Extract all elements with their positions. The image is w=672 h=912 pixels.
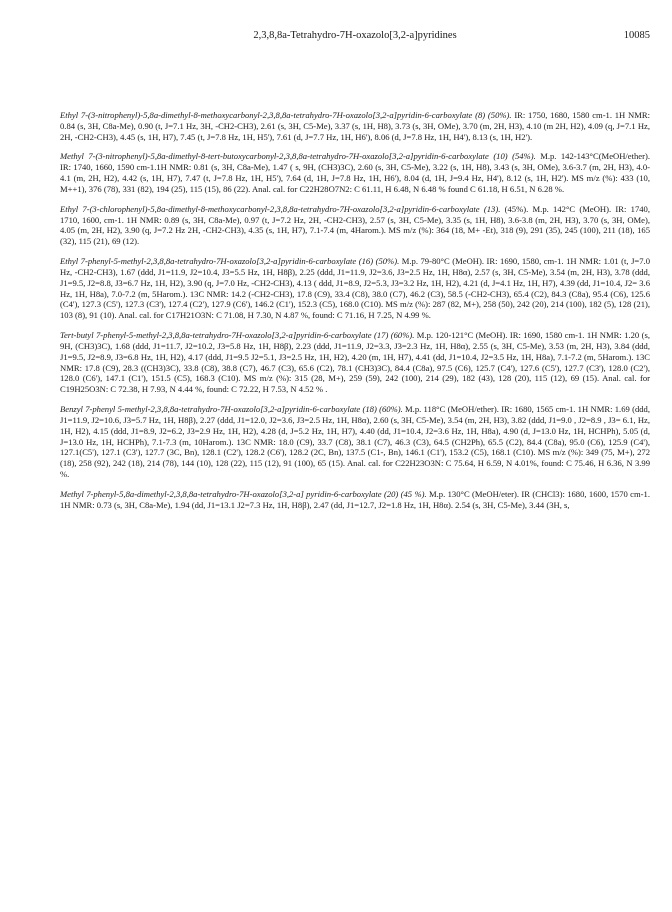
compound-heading: Methyl 7-phenyl-5,8a-dimethyl-2,3,8,8a-tetrahydro-7H-oxazolo[3,2-a] pyridin-6-carboxylate (20) (45 %). (60, 488, 427, 499)
compound-heading: Ethyl 7-(3-nitrophenyl)-5,8a-dimethyl-8-methoxycarbonyl-2,3,8,8a-tetrahydro-7H-oxazolo[3,2-a]pyridin-6-carboxylate (8) (50%). (60, 110, 512, 120)
compound-entry (60, 256, 650, 321)
experimental-section (60, 110, 650, 520)
compound-data: M.p. 130°C (MeOH/eter). IR (CHCl3): 1680, 1600, 1570 cm-1. 1H NMR: 0.73 (s, 3H, C8a-Me), 1.94 (dd, J1=13.1 J2=7.3 Hz, 1H, H8β), 2.47 (dd, J1=12.7, J2=1.8 Hz, 1H, H8α). 2.54 (s, 3H, C5-Me), 3.44 (3H, s, (60, 488, 650, 510)
compound-heading: Methyl 7-(3-nitrophenyl)-5,8a-dimethyl-8-tert-butoxycarbonyl-2,3,8,8a-tetrahydro-7H-oxazolo[3,2-a]pyridin-6-carboxylate (10) (54%). (60, 151, 536, 162)
compound-data: M.p. 118°C (MeOH/ether). IR: 1680, 1565 cm-1. 1H NMR: 1.69 (ddd, J1=11.9, J2=10.6, J3=5.7 Hz, 1H, H8β), 2.27 (ddd, J1=12.0, J2=3.6, J3=2.5 Hz, 1H, H8α), 2.60 (s, 3H, C5-Me), 3.54 (m, 2H, H3), 3.82 (ddd, J1=9.0 , J2=8.9 , J3= 6.1, Hz, 1H, H2), 4.15 (ddd, J1=8.9, J2=6.2, J3=2.9 Hz, 1H, H2), 4.28 (d, J=5.2 Hz, 1H, H7), 4.40 (dd, J1=10.4, J2=3.6 Hz, 1H, H8a), 4.90 (d, J=13.0 Hz, 1H, HCHPh), 5.05 (d, J=13.0 Hz, 1H, HCHPh), 7.1-7.3 (m, 10Harom.). 13C NMR: 18.0 (C9), 33.7 (C8), 38.1 (C7), 46.3 (C3), 64.5 (CH2Ph), 65.5 (C2), 84.4 (C8a), 95.0 (C6), 125.9 (C4'), 127.1(C5'), 127.1 (C3'), 127.7 (3C, Bn), 128.1 (C2'), 128.2 (C6'), 128.2 (2C, Bn), 137.5 (C1-, Bn), 146.1 (C1'), 153.2 (C5), 168.1 (C10). MS m/z (%): 349 (75, M+), 272 (18), 258 (92), 242 (18), 214 (78), 144 (10), 128 (22), 115 (12), 91 (100), 65 (15). Anal. cal. for C22H23O3N: C 75.64, H 6.59, N 4.01%, found: C 75.46, H 6.36, N 3.99 %. (60, 404, 650, 480)
compound-heading: Benzyl 7-phenyl 5-methyl-2,3,8,8a-tetrahydro-7H-oxazolo[3,2-a]pyridin-6-carboxylate (18) (60%). (60, 404, 403, 415)
compound-entry (60, 489, 650, 511)
compound-entry (60, 330, 650, 395)
running-title: 2,3,8,8a-Tetrahydro-7H-oxazolo[3,2-a]pyridines (253, 30, 457, 41)
compound-data: M.p. 120-121°C (MeOH). IR: 1690, 1580 cm-1. 1H NMR: 1.20 (s, 9H, (CH3)3C), 1.68 (ddd, J1=11.7, J2=10.2, J3=5.8 Hz, 1H, H8β), 2.23 (ddd, J1=11.9, J2=3.3, J3=2.3 Hz, 1H, H8α), 2.55 (s, 3H, C5-Me), 3.53 (m, 2H, H3), 3.84 (ddd, J1=9.5, J2=8.9, J3=6.8 Hz, 1H, H2), 4.17 (ddd, J1=9.5 J2=5.1, J3=2.5 Hz, 1H, H2), 4.20 (m, 1H, H7), 4.41 (dd, J1=10.4, J2=3.5 Hz, 1H, H8a), 7.1-7.2 (m, 5Harom.). 13C NMR: 17.8 (C9), 28.3 ((CH3)3C), 33.8 (C8), 38.8 (C7), 46.7 (C3), 65.6 (C2), 78.1 (CH3)3C), 84.4 (C8a), 97.5 (C6), 125.7 (C4'), 127.6 (C5'), 127.7 (C3'), 128.0 (C2'), 128.0 (C6'), 147.1 (C1'), 151.5 (C5), 168.3 (C10). MS m/z (%): 315 (28, M+), 259 (59), 242 (100), 214 (29), 182 (43), 128 (20), 115 (12), 69 (15). Anal. cal. for C19H25O3N: C 72.38, H 7.93, N 4.44 %, found: C 72.22, H 7.53, N 4.52 % . (60, 330, 650, 395)
compound-heading: Ethyl 7-(3-chlorophenyl)-5,8a-dimethyl-8-methoxycarbonyl-2,3,8,8a-tetrahydro-7H-oxazolo[3,2-a]pyridin-6-carboxylate (13). (60, 203, 501, 214)
running-head (60, 30, 650, 44)
compound-data: M.p. 79-80°C (MeOH). IR: 1690, 1580, cm-1. 1H NMR: 1.01 (t, J=7.0 Hz, -CH2-CH3), 1.67 (ddd, J1=11.9, J2=10.4, J3=5.5 Hz, 1H, H8β), 2.25 (ddd, J1=11.9, J2=3.6, J3=2.5 Hz, 1H, H8α), 2.57 (s, 3H, C5-Me), 3.54 (m, 2H, H3), 3.78 (ddd, J1=9.5, J2=8.8, J3=6.7 Hz, 1H, H2), 3.90 (q, J=7.0 Hz, -CH2-CH3), 4.13 ( ddd, J1=8.9, J2=5.3, J3=3.2 Hz, 1H, H2), 4.21 (d, J=4.1 Hz, 1H, H7), 4.39 (dd, J1=10.4, J2= 3.6 Hz, 1H, H8a), 7.0-7.2 (m, 5Harom.). 13C NMR: 14.2 (-CH2-CH3), 17.8 (C9), 33.4 (C8), 38.0 (C7), 46.2 (C3), 58.5 (-CH2-CH3), 65.4 (C2), 84.3 (C8a), 95.4 (C6), 125.6 (C4'), 127.3 (C5'), 127.3 (C3'), 127.4 (C2'), 127.9 (C6'), 146.2 (C1'), 152.3 (C5), 168.0 (C10). MS m/z (%): 287 (82, M+), 258 (50), 242 (20), 214 (100), 182 (5), 128 (21), 103 (8), 91 (10). Anal. cal. for C17H21O3N: C 71.08, H 7.30, N 4.87 %, found: C 71.16, H 7.25, N 4.99 %. (60, 256, 650, 321)
compound-entry (60, 204, 650, 247)
compound-data: IR: 1750, 1680, 1580 cm-1. 1H NMR: 0.84 (s, 3H, C8a-Me), 0.90 (t, J=7.1 Hz, 3H, -CH2-CH3), 2.61 (s, 3H, C5-Me), 3.37 (s, 1H, H8), 3.73 (s, 3H, OMe), 3.70 (m, 2H, H3), 4.10 (m 2H, H2), 4.09 (q, J=7.1 Hz, 2H, -CH2-CH3), 4.45 (s, 1H, H7), 7.45 (t, J=7.8 Hz, 1H, H5'), 7.61 (d, J=7.7 Hz, 1H, H6'), 8.06 (d, J=7.8 Hz, 1H, H4'), 8.13 (s, 1H, H2'). (60, 110, 650, 142)
compound-entry (60, 110, 650, 142)
page-number: 10085 (623, 30, 650, 41)
compound-data: (45%). M.p. 142°C (MeOH). IR: 1740, 1710, 1600, cm-1. 1H NMR: 0.89 (s, 3H, C8a-Me), 0.97 (t, J=7.2 Hz, 2H, -CH2-CH3), 2.57 (s, 3H, C5-Me), 3.35 (s, 1H, H8), 3.6-3.8 (m, 2H, H3), 3.70 (s, 3H, OMe), 4.05 (m, 2H, H2), 3.90 (q, J=7.2 Hz 2H, -CH2-CH3), 4.35 (s, 1H, H7), 7.1-7.4 (m, 4Harom.). MS m/z (%): 364 (18, M+ -Et), 318 (9), 291 (35), 245 (100), 211 (18), 165 (32), 115 (21), 69 (12). (60, 203, 651, 247)
compound-entry (60, 404, 650, 480)
compound-data: M.p. 142-143°C(MeOH/ether). IR: 1740, 1660, 1590 cm-1.1H NMR: 0.81 (s, 3H, C8a-Me), 1.47 ( s, 9H, (CH3)3C), 2.60 (s, 3H, C5-Me), 3.22 (s, 1H, H8), 3.43 (s, 3H, OMe), 3.6-3.7 (m, 2H, H3), 4.0-4.1 (m, 2H, H2), 4.42 (s, 1H, H7), 7.47 (t, J=7.8 Hz, 1H, H5'), 7.64 (d, 1H, J=7.8 Hz, 1H, H6'), 8.04 (d, 1H, J=9.4 Hz, H4'), 8.12 (s, 1H, H2'). MS m/z (%): 433 (10, M++1), 376 (78), 331 (82), 194 (25), 115 (15), 86 (22). Anal. cal. for C22H28O7N2: C 61.11, H 6.48, N 6.48 % found C 61.18, H 6.51, N 6.28 %. (60, 151, 650, 194)
compound-heading: Tert-butyl 7-phenyl-5-methyl-2,3,8,8a-tetrahydro-7H-oxazolo[3,2-a]pyridin-6-carboxylate (17) (60%). (60, 330, 415, 341)
compound-entry (60, 151, 650, 194)
compound-heading: Ethyl 7-phenyl-5-methyl-2,3,8,8a-tetrahydro-7H-oxazolo[3,2-a]pyridin-6-carboxylate (16) (50%). (60, 256, 400, 267)
